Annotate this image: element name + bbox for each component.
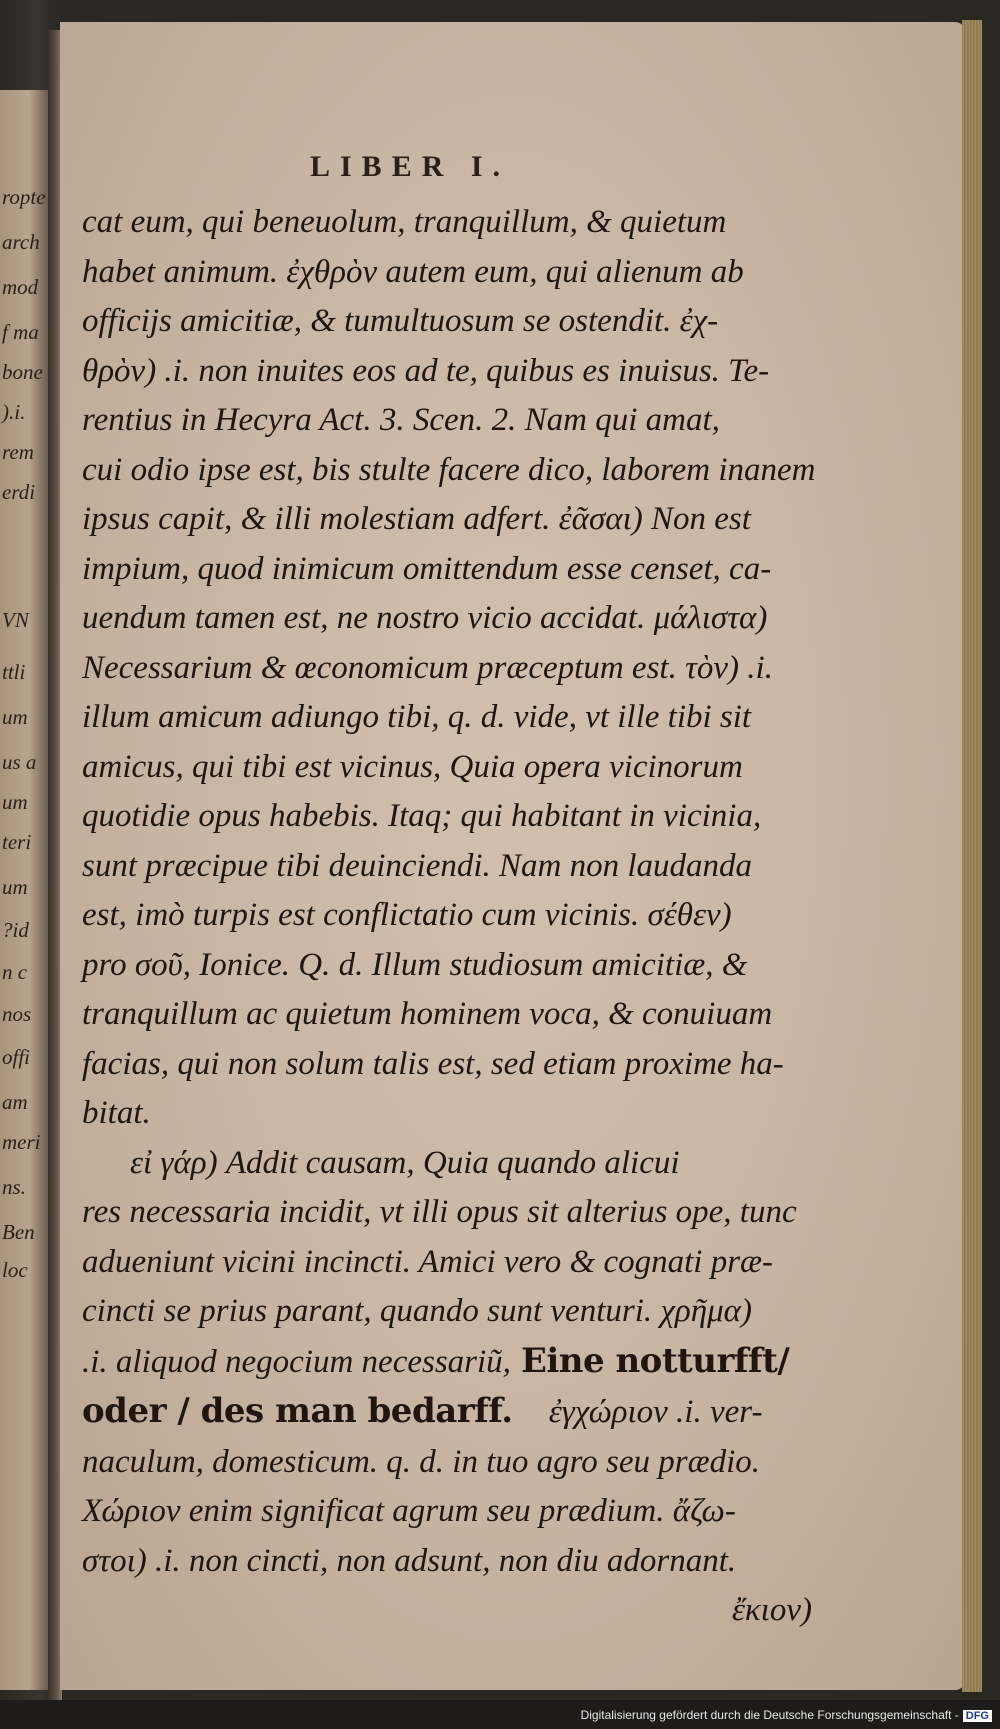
left-page-fragment: loc <box>2 1258 28 1282</box>
text-line <box>82 1337 812 1388</box>
page-fore-edge <box>962 20 982 1692</box>
left-page-fragment: um <box>2 705 28 729</box>
paragraph-tail <box>82 1438 812 1587</box>
text-line: bitat. <box>82 1095 151 1131</box>
left-page-fragment: teri <box>2 830 32 854</box>
page-body <box>82 198 816 1636</box>
text-line: Necessarium & œconomicum præceptum est. τὸν) .i. <box>82 649 773 686</box>
credit-text <box>581 1708 992 1722</box>
left-page-fragment: Ben <box>2 1220 35 1244</box>
text-line: res necessaria incidit, vt illi opus sit alterius ope, tunc <box>82 1194 797 1230</box>
left-page-fragment: VN <box>2 608 29 632</box>
left-page-fragment: bone <box>2 360 43 384</box>
text-line: facias, qui non solum talis est, sed etiam proxime ha- <box>82 1045 784 1082</box>
running-head: LIBER I. <box>310 150 511 183</box>
text-line: illum amicum adiungo tibi, q. d. vide, vt ille tibi sit <box>82 699 752 735</box>
left-page-fragment: us a <box>2 750 37 774</box>
left-page-fragment: mod <box>2 275 39 299</box>
blackletter-word: Eine notturfft/ <box>520 1340 790 1381</box>
left-page-fragment: am <box>2 1090 28 1114</box>
text-line: Χώριον enim significat agrum seu prædium. ἄζω- <box>82 1493 736 1529</box>
paragraph-2 <box>82 1139 812 1388</box>
left-page-fragment: n c <box>2 960 28 984</box>
text-fragment: .i. aliquod negocium necessariũ, <box>82 1343 511 1380</box>
paragraph-1 <box>82 198 816 1139</box>
left-page-fragment: offi <box>2 1045 31 1069</box>
text-line: cui odio ipse est, bis stulte facere dico, laborem inanem <box>82 451 816 488</box>
left-page-fragment: erdi <box>2 480 36 504</box>
text-line: θρὸν) .i. non inuites eos ad te, quibus es inuisus. Te- <box>82 352 770 389</box>
text-line: sunt præcipue tibi deuinciendi. Nam non laudanda <box>82 847 753 884</box>
text-line: στοι) .i. non cincti, non adsunt, non diu adornant. <box>82 1542 737 1579</box>
text-line: naculum, domesticum. q. d. in tuo agro seu prædio. <box>82 1443 760 1480</box>
left-page-fragment: ropte <box>2 185 46 209</box>
left-page-fragment: rem <box>2 440 34 464</box>
text-line: adueniunt vicini incincti. Amici vero & cognati præ- <box>82 1243 774 1280</box>
text-line: rentius in Hecyra Act. 3. Scen. 2. Nam qui amat, <box>82 402 720 438</box>
text-line: impium, quod inimicum omittendum esse censet, ca- <box>82 550 772 587</box>
blackletter-line: oder / des man bedarff. ἐγχώριον .i. ver- <box>82 1391 763 1431</box>
left-page-fragment: ?id <box>2 918 29 942</box>
catchword: ἔκιον) <box>731 1592 812 1628</box>
text-line: tranquillum ac quietum hominem voca, & conuiuam <box>82 996 773 1032</box>
left-page-fragment: ).i. <box>2 400 26 424</box>
text-line: amicus, qui tibi est vicinus, Quia opera vicinorum <box>82 748 743 785</box>
text-line: εἰ γάρ) Addit causam, Quia quando alicui <box>130 1144 680 1181</box>
dfg-logo: DFG <box>963 1710 992 1722</box>
text-line: quotidie opus habebis. Itaq; qui habitant in vicinia, <box>82 798 762 834</box>
text-line: uendum tamen est, ne nostro vicio accidat. μάλιστα) <box>82 600 768 636</box>
left-page-fragment: arch <box>2 230 40 254</box>
left-page-fragment: um <box>2 790 28 814</box>
credit-label: Digitalisierung gefördert durch die Deutsche Forschungsgemeinschaft - <box>580 1708 959 1722</box>
left-page-fragment: nos <box>2 1002 32 1026</box>
text-line: cat eum, qui beneuolum, tranquillum, & quietum <box>82 204 727 240</box>
left-page-fragment: f ma <box>2 320 39 344</box>
left-page-fragment: ns. <box>2 1175 26 1199</box>
left-page-fragment: ttli <box>2 660 26 684</box>
left-page-edge <box>0 90 48 1690</box>
left-page-fragment: meri <box>2 1130 41 1154</box>
text-line: est, imò turpis est conflictatio cum vicinis. σέθεν) <box>82 897 732 933</box>
text-line: cincti se prius parant, quando sunt venturi. χρῆμα) <box>82 1293 752 1329</box>
text-line: pro σοῦ, Ionice. Q. d. Illum studiosum amicitiæ, & <box>82 946 748 983</box>
text-line: officijs amicitiæ, & tumultuosum se ostendit. ἐχ- <box>82 303 719 339</box>
left-page-fragment: um <box>2 875 28 899</box>
text-line: habet animum. ἐχθρὸν autem eum, qui alienum ab <box>82 253 744 290</box>
text-line: ipsus capit, & illi molestiam adfert. ἐᾶσαι) Non est <box>82 501 751 537</box>
